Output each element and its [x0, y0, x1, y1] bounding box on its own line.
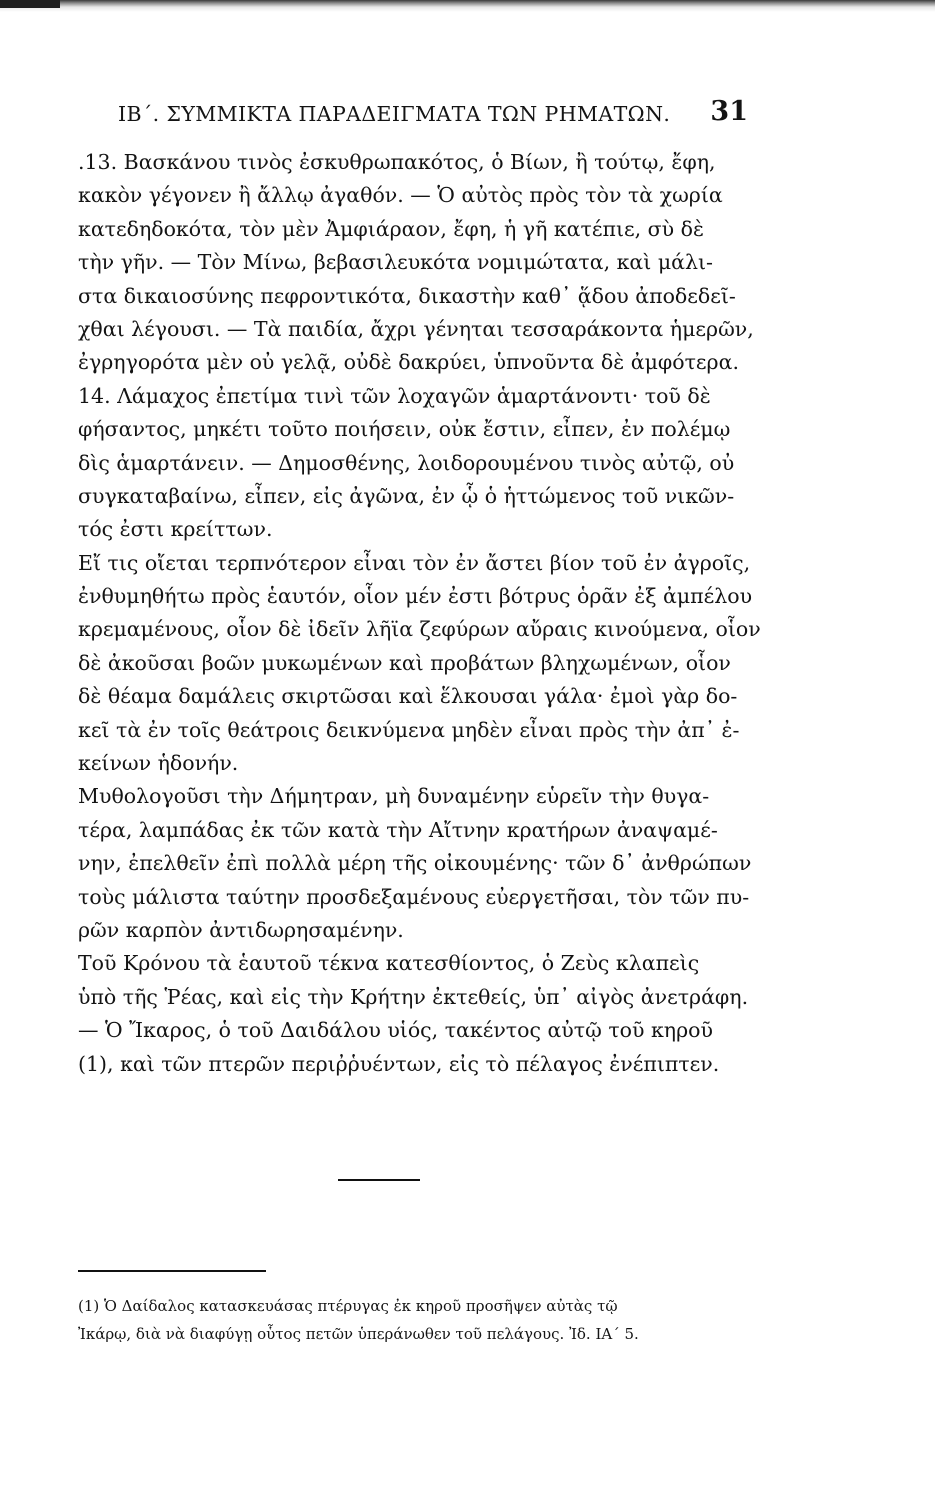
text-line: τέρα, λαμπάδας ἐκ τῶν κατὰ τὴν Αἴτνην κρατήρων ἀναψαμέ-: [78, 817, 718, 842]
text-line: — Ὁ Ἴκαρος, ὁ τοῦ Δαιδάλου υἱός, τακέντος αὐτῷ τοῦ κηροῦ: [78, 1018, 713, 1043]
text-line: (1), καὶ τῶν πτερῶν περιῤῥυέντων, εἰς τὸ πέλαγος ἐνέπιπτεν.: [78, 1051, 720, 1076]
text-line: Εἴ τις οἴεται τερπνότερον εἶναι τὸν ἐν ἄστει βίον τοῦ ἐν ἀγροῖς,: [78, 550, 751, 575]
text-line: δὶς ἁμαρτάνειν. — Δημοσθένης, λοιδορουμένου τινὸς αὐτῷ, οὐ: [78, 450, 735, 475]
text-line: χθαι λέγουσι. — Τὰ παιδία, ἄχρι γένηται τεσσαράκοντα ἡμερῶν,: [78, 316, 754, 341]
footnote-line: (1) Ὁ Δαίδαλος κατασκευάσας πτέρυγας ἐκ κηροῦ προσῆψεν αὐτὰς τῷ: [78, 1297, 618, 1315]
text-line: κακὸν γέγονεν ἢ ἄλλῳ ἀγαθόν. — Ὁ αὐτὸς πρὸς τὸν τὰ χωρία: [78, 183, 723, 208]
main-text: [78, 146, 761, 1081]
scan-edge: [0, 0, 935, 14]
running-head: ΙΒ΄. ΣΥΜΜΙΚΤΑ ΠΑΡΑΔΕΙΓΜΑΤΑ ΤΩΝ ΡΗΜΑΤΩΝ.: [118, 102, 671, 126]
footnote: [78, 1292, 758, 1348]
text-line: ὑπὸ τῆς Ῥέας, καὶ εἰς τὴν Κρήτην ἐκτεθείς, ὑπ᾽ αἰγὸς ἀνετράφη.: [78, 984, 749, 1009]
text-line: δὲ ἀκοῦσαι βοῶν μυκωμένων καὶ προβάτων βληχωμένων, οἷον: [78, 650, 731, 675]
text-line: .13. Βασκάνου τινὸς ἐσκυθρωπακότος, ὁ Βίων, ἢ τούτῳ, ἔφη,: [78, 150, 716, 174]
scan-smudge: [0, 0, 60, 8]
section-end-rule: [338, 1179, 420, 1181]
text-line: κατεδηδοκότα, τὸν μὲν Ἀμφιάραον, ἔφη, ἡ γῆ κατέπιε, σὺ δὲ: [78, 216, 704, 241]
text-line: Τοῦ Κρόνου τὰ ἑαυτοῦ τέκνα κατεσθίοντος, ὁ Ζεὺς κλαπεὶς: [78, 951, 700, 976]
text-line: φήσαντος, μηκέτι τοῦτο ποιήσειν, οὐκ ἔστιν, εἶπεν, ἐν πολέμῳ: [78, 417, 731, 442]
text-line: συγκαταβαίνω, εἶπεν, εἰς ἀγῶνα, ἐν ᾧ ὁ ἡττώμενος τοῦ νικῶν-: [78, 483, 735, 508]
text-line: ἐνθυμηθήτω πρὸς ἑαυτόν, οἷον μέν ἐστι βότρυς ὁρᾶν ἐξ ἀμπέλου: [78, 584, 753, 609]
page-header: [118, 96, 748, 134]
text-line: κείνων ἡδονήν.: [78, 751, 239, 776]
text-line: κρεμαμένους, οἷον δὲ ἰδεῖν λῆϊα ζεφύρων αὔραις κινούμενα, οἷον: [78, 617, 761, 642]
text-line: τός ἐστι κρείττων.: [78, 517, 273, 542]
footnote-line: Ἰκάρῳ, διὰ νὰ διαφύγῃ οὗτος πετῶν ὑπεράνωθεν τοῦ πελάγους. Ἰδ. ΙΑ΄ 5.: [78, 1325, 639, 1343]
page-number: 31: [710, 96, 748, 127]
text-line: 14. Λάμαχος ἐπετίμα τινὶ τῶν λοχαγῶν ἁμαρτάνοντι· τοῦ δὲ: [78, 383, 711, 408]
text-line: νην, ἐπελθεῖν ἐπὶ πολλὰ μέρη τῆς οἰκουμένης· τῶν δ᾽ ἀνθρώπων: [78, 851, 752, 876]
text-line: στα δικαιοσύνης πεφροντικότα, δικαστὴν καθ᾽ ᾅδου ἀποδεδεῖ-: [78, 283, 736, 308]
text-line: Μυθολογοῦσι τὴν Δήμητραν, μὴ δυναμένην εὑρεῖν τὴν θυγα-: [78, 784, 710, 809]
text-line: τὴν γῆν. — Τὸν Μίνω, βεβασιλευκότα νομιμώτατα, καὶ μάλι-: [78, 250, 713, 275]
text-line: ἐγρηγορότα μὲν οὐ γελᾷ, οὐδὲ δακρύει, ὑπνοῦντα δὲ ἀμφότερα.: [78, 350, 739, 375]
footnote-rule: [78, 1270, 266, 1272]
text-line: κεῖ τὰ ἐν τοῖς θεάτροις δεικνύμενα μηδὲν εἶναι πρὸς τὴν ἀπ᾽ ἐ-: [78, 717, 740, 742]
text-line: ρῶν καρπὸν ἀντιδωρησαμένην.: [78, 917, 404, 942]
text-line: τοὺς μάλιστα ταύτην προσδεξαμένους εὐεργετῆσαι, τὸν τῶν πυ-: [78, 884, 750, 909]
text-line: δὲ θέαμα δαμάλεις σκιρτῶσαι καὶ ἕλκουσαι γάλα· ἐμοὶ γὰρ δο-: [78, 684, 738, 709]
